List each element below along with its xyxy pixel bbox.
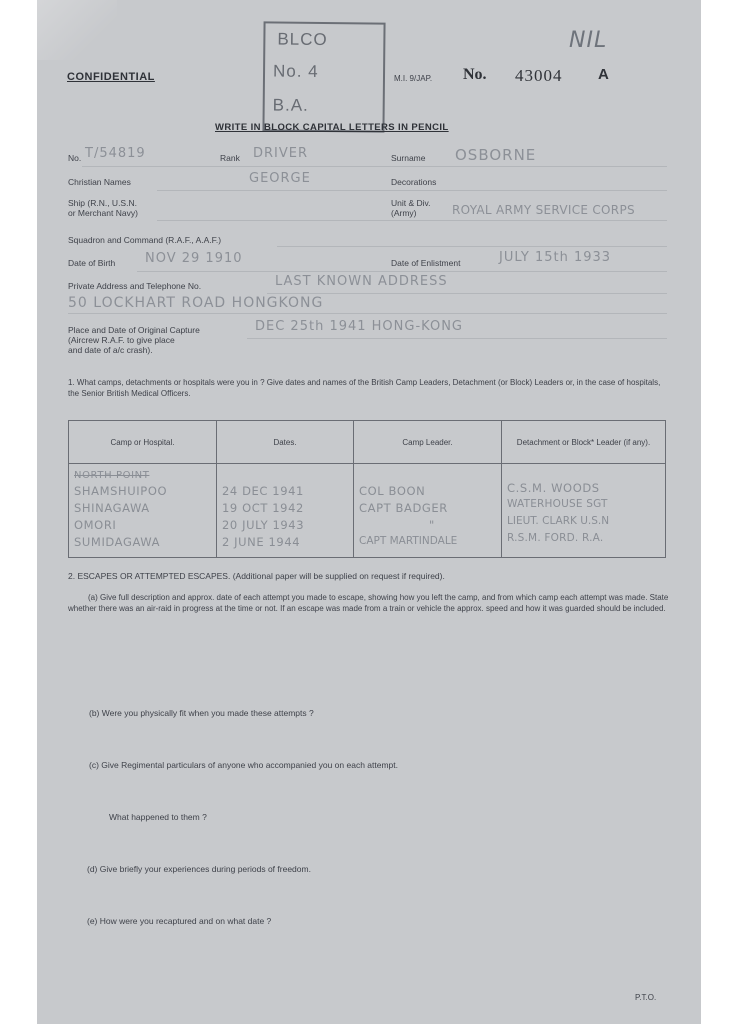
header-camp-leader: Camp Leader.: [354, 421, 502, 464]
squadron-label: Squadron and Command (R.A.F., A.A.F.): [68, 235, 222, 245]
header-detachment-leader: Detachment or Block* Leader (if any).: [502, 421, 666, 464]
enlistment-label: Date of Enlistment: [391, 258, 461, 268]
decorations-label: Decorations: [391, 177, 437, 187]
address-value-1: LAST KNOWN ADDRESS: [275, 274, 448, 289]
confidential-heading: CONFIDENTIAL: [67, 71, 155, 83]
unit-value: ROYAL ARMY SERVICE CORPS: [452, 203, 635, 217]
question-1-text: 1. What camps, detachments or hospitals were you in ? Give dates and names of the British Camp Leaders, Detachment (or Block) Leaders or, in the case of hospitals, the Senior British Medical Officers.: [68, 378, 661, 398]
enlistment-value: JULY 15th 1933: [499, 250, 612, 265]
detachment-leader: LIEUT. CLARK U.S.N: [507, 515, 610, 527]
capture-label-3: and date of a/c crash).: [68, 345, 153, 355]
dob-label: Date of Birth: [68, 258, 116, 268]
rule-line-1: [82, 166, 667, 167]
unit-label-2: (Army): [391, 208, 417, 218]
rule-line-7: [68, 313, 667, 314]
camp-date: 24 DEC 1941: [222, 484, 304, 498]
rule-line-4: [277, 246, 667, 247]
detachment-leader: R.S.M. FORD. R.A.: [507, 532, 604, 544]
camp-date: 20 JULY 1943: [222, 518, 305, 532]
table-row: [69, 464, 666, 558]
rank-value: DRIVER: [253, 146, 309, 161]
question-2c-text: (c) Give Regimental particulars of anyone who accompanied you on each attempt.: [89, 760, 398, 770]
detachment-column: [502, 464, 666, 558]
serial-number: 43004: [515, 66, 563, 85]
block-capitals-instruction: WRITE IN BLOCK CAPITAL LETTERS IN PENCIL: [215, 122, 449, 133]
rule-line-6: [267, 293, 667, 294]
address-value-2: 50 LOCKHART ROAD HONGKONG: [68, 295, 324, 311]
leader-spacer: [359, 470, 497, 484]
camp-name: SUMIDAGAWA: [74, 535, 161, 549]
pto-label: P.T.O.: [635, 993, 657, 1002]
nil-annotation: NIL: [569, 28, 608, 53]
question-2a-text: (a) Give full description and approx. date of each attempt you made to escape, showing how you left the camp, and from which camp each attempt was made. State whether there was an air-raid in progress at the time or not. If an escape was made from a train or vehicle the approx. speed and how it was guarded should be included.: [68, 593, 669, 613]
rank-label: Rank: [220, 153, 240, 163]
dob-value: NOV 29 1910: [145, 251, 243, 266]
capture-label-1: Place and Date of Original Capture: [68, 325, 200, 335]
camp-name: SHINAGAWA: [74, 501, 150, 515]
address-label: Private Address and Telephone No.: [68, 281, 202, 291]
question-2-title: 2. ESCAPES OR ATTEMPTED ESCAPES. (Additional paper will be supplied on request if required).: [68, 571, 445, 581]
paper-stain: [37, 0, 117, 60]
office-stamp: [262, 21, 385, 132]
dates-spacer: [222, 470, 349, 484]
question-2b-text: (b) Were you physically fit when you made these attempts ?: [89, 708, 314, 718]
christian-names-value: GEORGE: [249, 171, 311, 186]
rule-line-3: [157, 220, 667, 221]
camp-name: SHAMSHUIPOO: [74, 484, 168, 498]
table-header-row: [69, 421, 666, 464]
no-value: T/54819: [85, 146, 146, 161]
rule-line-8: [247, 338, 667, 339]
ship-label-2: or Merchant Navy): [68, 208, 138, 218]
dates-column: [217, 464, 354, 558]
capture-label-2: (Aircrew R.A.F. to give place: [68, 335, 175, 345]
rule-line-2: [157, 190, 667, 191]
surname-label: Surname: [391, 153, 426, 163]
header-camp: Camp or Hospital.: [69, 421, 217, 464]
question-2c-followup: What happened to them ?: [109, 812, 207, 822]
rule-line-5: [137, 271, 667, 272]
detachment-leader: C.S.M. WOODS: [507, 481, 600, 495]
stamp-line-1: BLCO: [277, 29, 328, 50]
ship-label-1: Ship (R.N., U.S.N.: [68, 198, 137, 208]
camp-date: 19 OCT 1942: [222, 501, 304, 515]
camp-column: [69, 464, 217, 558]
form-page: [37, 0, 701, 1024]
camp-leader: ": [429, 518, 435, 532]
leader-column: [354, 464, 502, 558]
no-label: No.: [68, 153, 82, 163]
number-label: No.: [463, 66, 487, 83]
question-2d-text: (d) Give briefly your experiences during periods of freedom.: [87, 864, 311, 874]
form-code: M.I. 9/JAP.: [394, 74, 433, 83]
detachment-spacer: [507, 470, 661, 481]
camp-date: 2 JUNE 1944: [222, 535, 301, 549]
stamp-line-2: No. 4: [272, 61, 319, 81]
capture-value: DEC 25th 1941 HONG-KONG: [255, 319, 464, 334]
question-2e-text: (e) How were you recaptured and on what date ?: [87, 916, 272, 926]
christian-names-label: Christian Names: [68, 177, 131, 187]
struck-camp-entry: NORTH POINT: [74, 470, 150, 481]
camp-leader: CAPT BADGER: [359, 501, 448, 515]
camp-leader: CAPT MARTINDALE: [359, 535, 458, 547]
camp-leader: COL BOON: [359, 484, 426, 498]
header-dates: Dates.: [217, 421, 354, 464]
detachment-leader: WATERHOUSE SGT: [507, 498, 608, 510]
camps-table: [68, 420, 666, 558]
unit-label-1: Unit & Div.: [391, 198, 431, 208]
surname-value: OSBORNE: [455, 146, 537, 164]
camp-name: OMORI: [74, 518, 117, 532]
stamp-line-3: B.A.: [272, 95, 309, 115]
serial-suffix: A: [598, 66, 609, 83]
